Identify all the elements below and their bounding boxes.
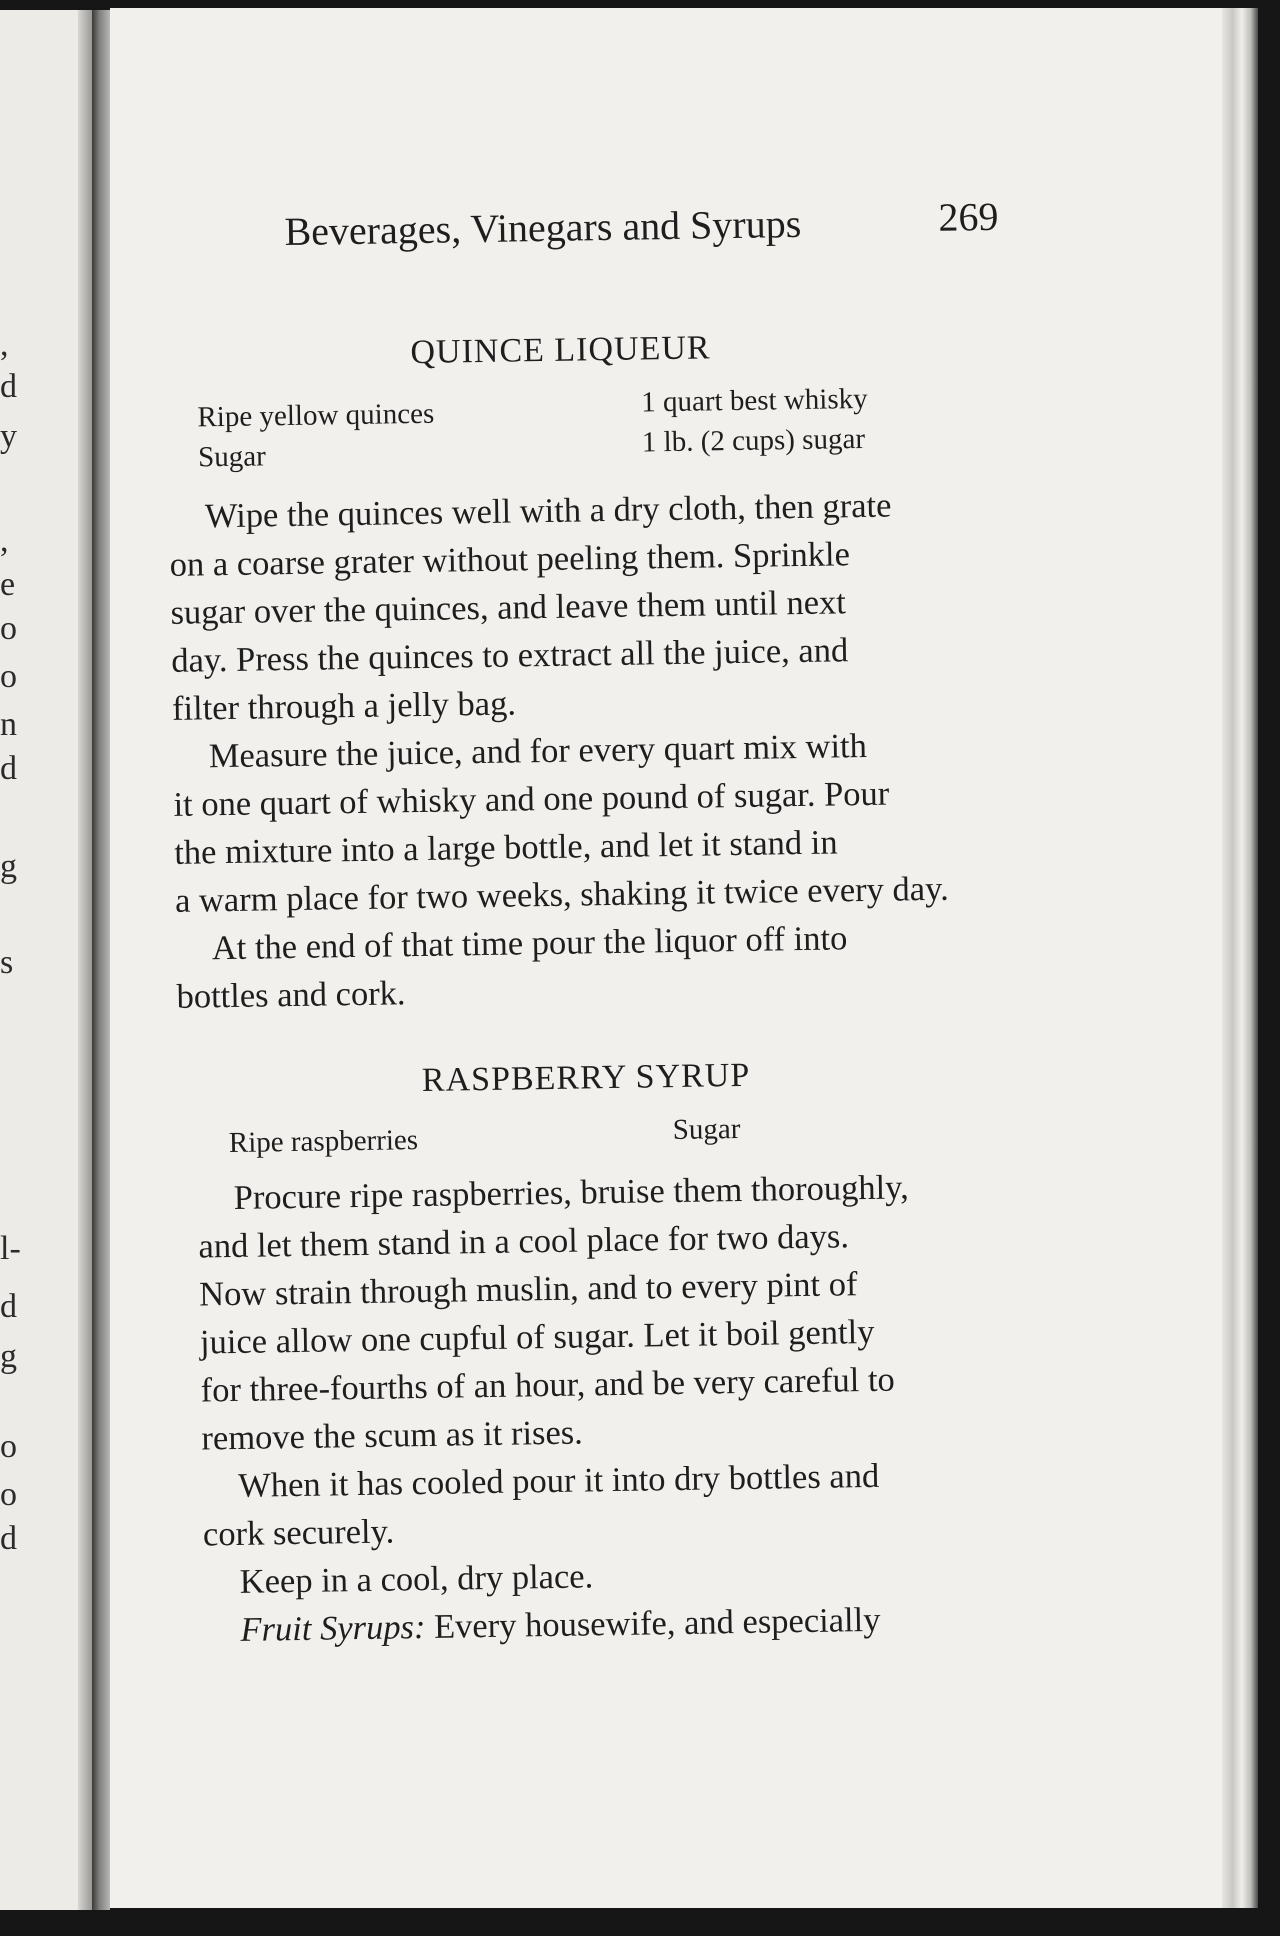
left-page-fragment: , xyxy=(0,326,9,363)
ingredient-item: Ripe raspberries xyxy=(228,1124,419,1160)
left-page-fragment: o xyxy=(0,1476,17,1513)
book-page xyxy=(110,8,1240,1908)
section-heading: QUINCE LIQUEUR xyxy=(410,329,711,372)
left-page-fragment: s xyxy=(0,944,14,981)
body-text-line: a warm place for two weeks, shaking it twice every day. xyxy=(174,869,949,920)
body-text-line: remove the scum as it rises. xyxy=(201,1413,584,1458)
body-text-line: Wipe the quinces well with a dry cloth, then grate xyxy=(204,486,892,536)
body-text-line: the mixture into a large bottle, and let it stand in xyxy=(173,823,838,872)
body-text-line: At the end of that time pour the liquor off into xyxy=(211,919,848,968)
body-text-line: Keep in a cool, dry place. xyxy=(239,1557,594,1601)
ingredient-item: Ripe yellow quinces xyxy=(197,397,435,434)
left-page-fragment: , xyxy=(0,522,9,559)
body-text-line: bottles and cork. xyxy=(176,974,406,1016)
left-page-fragment: o xyxy=(0,1428,17,1465)
left-page-fragment: o xyxy=(0,610,17,647)
body-text-line: and let them stand in a cool place for two days. xyxy=(198,1217,850,1266)
body-text-line: sugar over the quinces, and leave them until next xyxy=(170,583,847,632)
section-heading: RASPBERRY SYRUP xyxy=(421,1056,751,1099)
body-text-line: for three-fourths of an hour, and be very careful to xyxy=(200,1360,896,1410)
previous-page-shadow xyxy=(78,10,92,1910)
left-page-fragment: d xyxy=(0,750,17,787)
body-text-line: cork securely. xyxy=(202,1512,395,1554)
left-page-fragment: g xyxy=(0,1338,17,1375)
page-text-block xyxy=(95,0,1255,1917)
left-page-fragment: n xyxy=(0,706,17,743)
left-page-fragment: o xyxy=(0,658,17,695)
body-text-line: When it has cooled pour it into dry bottles and xyxy=(237,1456,880,1505)
page-number: 269 xyxy=(938,193,999,240)
left-page-fragment: d xyxy=(0,1520,17,1557)
ingredient-item: 1 lb. (2 cups) sugar xyxy=(641,422,866,459)
ingredient-item: 1 quart best whisky xyxy=(641,382,868,419)
page-edge-stack xyxy=(1222,8,1258,1908)
body-text-line: Procure ripe raspberries, bruise them thoroughly, xyxy=(233,1168,910,1217)
fruit-syrups-label: Fruit Syrups: xyxy=(240,1608,426,1649)
body-text-line: it one quart of whisky and one pound of sugar. Pour xyxy=(173,774,890,824)
running-header-title: Beverages, Vinegars and Syrups xyxy=(284,200,802,255)
left-page-fragment: g xyxy=(0,848,17,885)
body-text-line: filter through a jelly bag. xyxy=(171,684,517,728)
ingredient-item: Sugar xyxy=(197,440,266,474)
left-page-fragment: d xyxy=(0,368,17,405)
left-page-fragment: l- xyxy=(0,1230,21,1267)
left-page-fragment: y xyxy=(0,418,17,455)
left-page-fragment: e xyxy=(0,566,16,603)
left-page-fragment: d xyxy=(0,1288,17,1325)
body-text-line: juice allow one cupful of sugar. Let it boil gently xyxy=(199,1312,875,1362)
previous-page-sliver xyxy=(0,10,92,1910)
body-text-line: Now strain through muslin, and to every pint of xyxy=(198,1265,858,1314)
fruit-syrups-text: Every housewife, and especially xyxy=(433,1600,881,1646)
body-text-line: on a coarse grater without peeling them. Sprinkle xyxy=(169,535,851,584)
body-text-line: Measure the juice, and for every quart mix with xyxy=(208,726,868,776)
ingredient-item: Sugar xyxy=(672,1112,741,1147)
body-text-line-final xyxy=(240,1600,881,1649)
body-text-line: day. Press the quinces to extract all the juice, and xyxy=(170,631,849,680)
